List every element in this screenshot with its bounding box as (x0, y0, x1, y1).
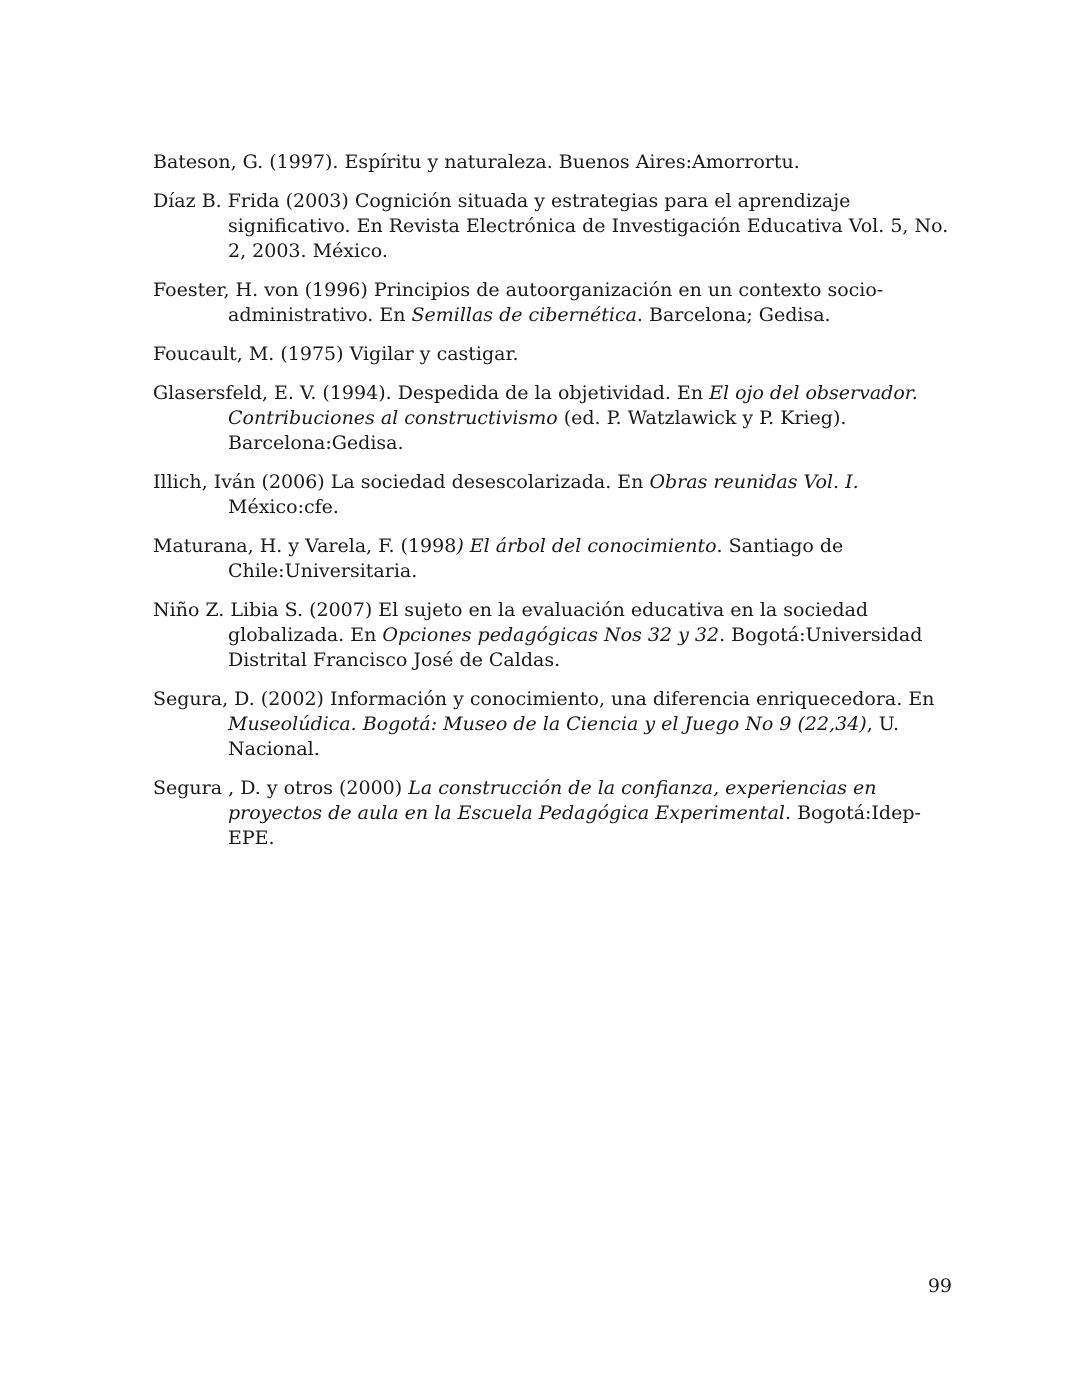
reference-title-italic: Opciones pedagógicas Nos 32 y 32 (382, 624, 720, 646)
reference-text: . Barcelona; Gedisa. (636, 304, 831, 326)
reference-text: . Bogotá:Universidad Distrital Francisco José de Caldas. (228, 624, 923, 671)
reference-text: (ed. P. Watzlawick y P. Krieg). Barcelona:Gedisa. (228, 407, 847, 454)
reference-text: . Bogotá:Idep-EPE. (228, 802, 921, 849)
reference-title-italic: Obras reunidas Vol. I. (649, 471, 859, 493)
reference-text: Glasersfeld, E. V. (1994). Despedida de la objetividad. En (153, 382, 710, 404)
reference-text: Díaz B. Frida (2003) Cognición situada y estrategias para el aprendizaje significativo. En Revista Electrónica de Investigación Educativa Vol. 5, No. 2, 2003. México. (153, 190, 949, 262)
reference-entry (153, 278, 958, 328)
reference-text: Segura, D. (2002) Información y conocimiento, una diferencia enriquecedora. En (153, 688, 935, 710)
reference-title-italic: La construcción de la confianza, experiencias en proyectos de aula en la Escuela Pedagógica Experimental (228, 777, 877, 824)
reference-title-italic: ) El árbol del conocimiento (456, 535, 717, 557)
reference-text: Foucault, M. (1975) Vigilar y castigar. (153, 343, 519, 365)
reference-entry (153, 150, 958, 175)
reference-text: , U. Nacional. (228, 713, 900, 760)
reference-entry (153, 776, 958, 851)
reference-text: México:cfe. (228, 496, 339, 518)
reference-text: Foester, H. von (1996) Principios de autoorganización en un contexto socio-administrativo. En (153, 279, 884, 326)
reference-entry (153, 687, 958, 762)
reference-text: Bateson, G. (1997). Espíritu y naturaleza. Buenos Aires:Amorrortu. (153, 151, 800, 173)
reference-text: Niño Z. Libia S. (2007) El sujeto en la evaluación educativa en la sociedad globalizada. En (153, 599, 869, 646)
reference-entry (153, 381, 958, 456)
reference-entry (153, 470, 958, 520)
reference-title-italic: Museolúdica. Bogotá: Museo de la Ciencia y el Juego No 9 (22,34) (228, 713, 867, 735)
reference-text: Maturana, H. y Varela, F. (1998 (153, 535, 457, 557)
reference-text: Segura , D. y otros (2000) (153, 777, 409, 799)
reference-entry (153, 534, 958, 584)
reference-text: Illich, Iván (2006) La sociedad desescolarizada. En (153, 471, 650, 493)
reference-title-italic: El ojo del observador. Contribuciones al constructivismo (228, 382, 918, 429)
reference-list (153, 150, 958, 865)
reference-title-italic: Semillas de cibernética (411, 304, 637, 326)
reference-entry (153, 598, 958, 673)
page-number: 99 (927, 1275, 952, 1297)
reference-entry (153, 342, 958, 367)
reference-text: . Santiago de Chile:Universitaria. (228, 535, 844, 582)
reference-entry (153, 189, 958, 264)
